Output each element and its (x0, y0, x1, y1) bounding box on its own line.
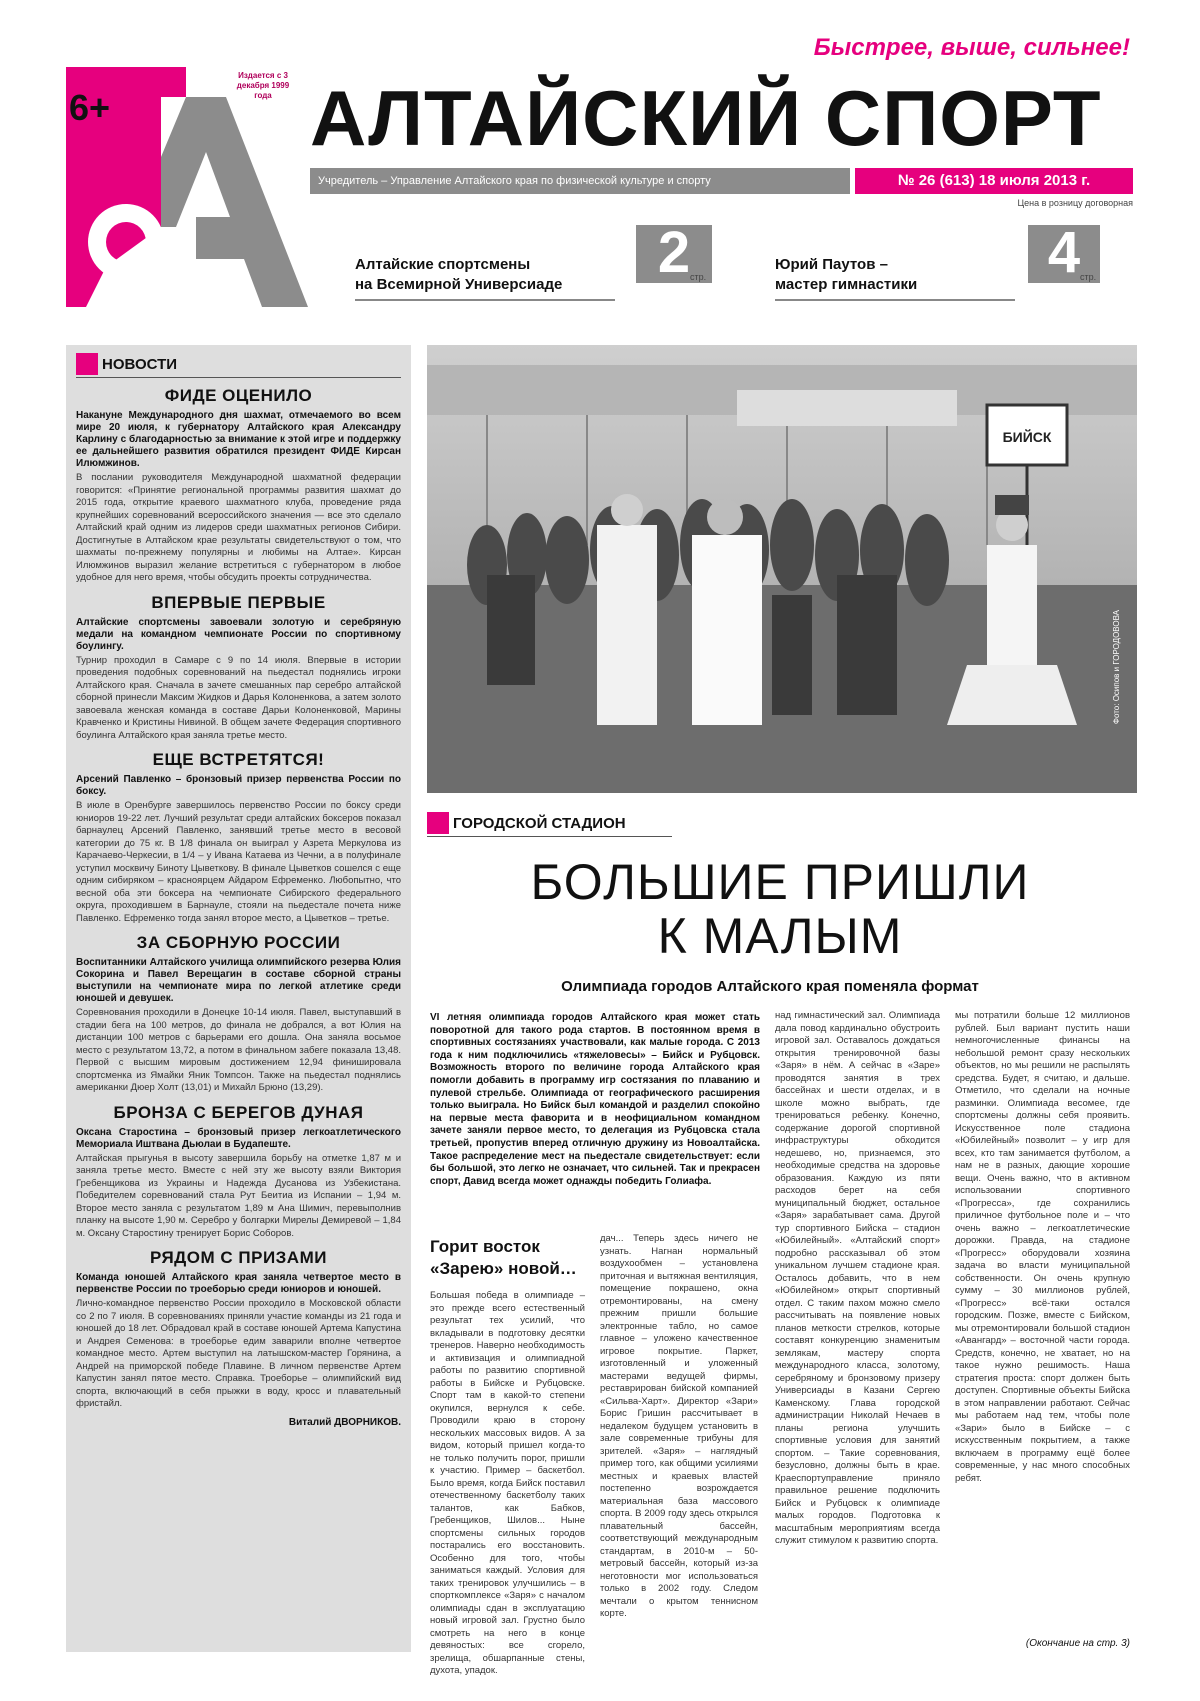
news-lead: Алтайские спортсмены завоевали золотую и серебряную медали на командном чемпионате России по спортивному боулингу. (76, 616, 401, 652)
age-rating: 6+ (69, 87, 111, 128)
news-headline: БРОНЗА С БЕРЕГОВ ДУНАЯ (113, 1102, 364, 1122)
teaser-2[interactable] (775, 255, 1015, 301)
rubric-square-icon (427, 812, 449, 834)
news-item (76, 933, 401, 1095)
rubric-rule (76, 377, 401, 378)
teaser-2-rule (775, 299, 1015, 301)
article-headline (460, 855, 1100, 963)
price-note: Цена в розницу договорная (1017, 198, 1133, 208)
news-headline: ЗА СБОРНУЮ РОССИИ (136, 933, 341, 952)
news-body: Лично-командное первенство России проходило в Московской области со 2 по 7 июля. В соревнованиях приняли участие команды из 21 года и юношей до 18 лет. Обрадовал край в составе юношей Артема Капустина и Андрея Семенова: в троеборье едим заварили вполне четвертое командное место. Артем выступил на латышском-мастер Горянина, а Андрей на приморской победе Плавине. В личном первенстве Артем Капустин занял пятое место. Справка. Троеборье – олимпийский вид спорта, включающий в себя прыжки в воду, кросс и плавательный фристайл. (76, 1298, 401, 1409)
article-subheadline: Олимпиада городов Алтайского края поменяла формат (561, 978, 979, 995)
teaser-2-page: 4 (1028, 225, 1100, 283)
article-subhead-text: Горит восток «Зарею» новой… (430, 1237, 577, 1278)
news-headline: ЕЩЕ ВСТРЕТЯТСЯ! (152, 750, 325, 769)
teaser-2-line1: Юрий Паутов – (775, 256, 888, 273)
teaser-2-page-word: стр. (1080, 272, 1097, 282)
news-lead: Воспитанники Алтайского училища олимпийского резерва Юлия Сокорина и Павел Верещагин в составе сборной страны выступили на чемпионате мира по легкой атлетике среди юношей и девушек. (76, 957, 401, 1004)
rubric-square-icon (76, 353, 98, 375)
article-column-1: Большая победа в олимпиаде – это прежде всего естественный результат тех усилий, что вкладывали в подготовку десятки тренеров. Наверно необходимость и активизация и олимпиадной работы по развитию спортивной работы в Бийске и Рубцовске. Спорт там в какой-то степени окупился, вернулся к себе. Проводили краю в сторону нескольких массовых видов. А за видом, который пришел когда-то не только получить порог, пришли к участию. Пример – баскетбол. Было время, когда Бийск поставил отечественному баскетболу таких талантов, как Бабков, Гребенщиков, Шилов... Ныне спортсмены сильных городов постарались его восстановить. Особенно для того, чтобы заниматься каждый. Условия для таких тренировок улучшились – в спорткомплексе «Заря» с началом олимпиады сдан в эксплуатацию новый игровой зал. Грустно было смотреть на него в конце девяностых: все сгорело, зрелища, обшарпанные стены, духота, упадок. (430, 1290, 585, 1676)
news-headline: ФИДЕ ОЦЕНИЛО (164, 386, 313, 405)
news-column (66, 345, 411, 1652)
news-body: В послании руководителя Международной шахматной федерации говорится: «Принятие региональной программы развития шахмат до 2015 года, открытие краевого шахматного клуба, проведение ряда крупнейших соревнований всероссийского значения — все это сделало Алтайский край одним из лидеров среди шахматных регионов Сибири. Достигнутые в Алтайском крае результаты свидетельствуют о том, что шахматы по-прежнему популярны и любимы на Алтае». Кирсан Илюмжинов выразил желание встретиться с губернатором в любое удобное для него время, чтобы обсудить проекты сотрудничества. (76, 472, 401, 583)
teaser-1-page: 2 (636, 225, 712, 283)
newspaper-title: АЛТАЙСКИЙ СПОРТ (310, 74, 1102, 162)
teaser-1-page-word: стр. (690, 272, 707, 282)
article-rubric (427, 812, 672, 837)
news-rubric (76, 353, 401, 375)
article-rubric-row (427, 812, 672, 834)
since-note: Издается с 3 декабря 1999 года (236, 71, 290, 100)
teaser-1-line2: на Всемирной Универсиаде (355, 276, 563, 293)
headline-line2: К МАЛЫМ (657, 908, 903, 964)
teaser-2-line2: мастер гимнастики (775, 276, 918, 293)
slogan: Быстрее, выше, сильнее! (813, 34, 1130, 61)
photo-credit: Фото: Осипов и ГОРОДОВОВА (1112, 610, 1121, 725)
parade-photo-illustration (427, 345, 1137, 793)
continuation-note[interactable]: (Окончание на стр. 3) (1025, 1638, 1130, 1649)
photo-banner-text: БИЙСК (1002, 429, 1052, 445)
news-headline: ВПЕРВЫЕ ПЕРВЫЕ (151, 592, 326, 612)
news-item (76, 1248, 401, 1411)
teaser-1-rule (355, 299, 615, 301)
headline-line1: БОЛЬШИЕ ПРИШЛИ (530, 854, 1030, 910)
article-lead: VI летняя олимпиада городов Алтайского края может стать поворотной для такого рода стартов. В постоянном время в спортивных состязаниях участвовали, как малые города. С 2013 года к ним подключились «тяжеловесы» – Бийск и Рубцовск. Возможность второго по величине города Алтайского края помогли добавить в программу игр состязания по плаванию и пулевой стрельбе. Олимпиада от географического расширения только выиграла. Но Бийск был командой и разделил спокойно на первые места фаворита и в неофициальном командном зачете заняли первое место, то делегация из Рубцовска стала третьей, пропустив вперед отличную дружину из Новоалтайска. Такое распределение мест на пьедестале свидетельствует: если бы большой, это легко не означает, что сильней. Так и прекрасен спорт, Давид всегда может однажды победить Голиафа. (430, 1012, 760, 1187)
news-body: В июле в Оренбурге завершилось первенство России по боксу среди юниоров 19-22 лет. Лучший результат среди алтайских боксеров показал барнаулец Арсений Павленко, занявший третье место в весовой категории до 75 кг. В 1/8 финала он выиграл у Азрета Меркулова из Карачаево-Черкесии, в 1/4 – у Ивана Катаева из Чечни, а в полуфинале уступил москвичу Биноту Цыветкову. В финале Цыветков сошелся с еще одним сибиряком – красноярцем Айдаром Ефременко. Любопытно, что весной оба эти боксера на чемпионате Сибирского федерального округа, проходившем в Барнауле, стояли на пьедестале почета ниже Павленко. Ефременко тогда занял второе место, а Цыветков – третье. (76, 800, 401, 924)
news-item (76, 386, 401, 585)
news-item (76, 1103, 401, 1241)
rubric-rule (427, 836, 672, 837)
article-column-3: над гимнастический зал. Олимпиада дала повод кардинально обустроить игровой зал. Оставалось дождаться открытия тренировочной базы «Заря» в нём. А сейчас в «Заре» проводятся занятия в трех бассейнах и шести отделах, и в школе можно выбрать, где тренироваться ребенку. Конечно, содержание дорогой спортивной инфраструктуры обходится недешево, но, признаемся, это необходимые средства на здоровье образования. Каждую из пяти расходов берет на себя муниципальный бюджет, остальное «Заря» зарабатывает сама. Другой тур спортивного Бийска – стадион «Юбилейный». «Алтайский спорт» подробно рассказывал об этом уникальном лучшем стадионе края. Осталось добавить, что в нем «Юбилейном» открыт спортивный отдел. С таким пахом можно смело рассчитывать на появление новых планов меткости стрелков, которые составят конкуренцию знаменитым землякам, мастеру спорта международного класса, золотому, серебряному и бронзовому призеру Универсиады в Казани Сергею Каменскому. Глава городской администрации Николай Нечаев в планы региона улучшить спортивные условия для занятий спортом. – Такие соревнования, безусловно, должны быть в крае. Краеспортуправление приняло правильное решение подключить Бийск и Рубцовск к олимпиаде малых городов. Подготовка к масштабным мероприятиям всегда служит стимулом к развитию спорта. (775, 1010, 940, 1546)
news-item (76, 593, 401, 743)
issue-number: № 26 (613) 18 июля 2013 г. (855, 168, 1133, 194)
news-body: Соревнования проходили в Донецке 10-14 июля. Павел, выступавший в стадии бега на 100 метров, до финала не добрался, а вот Юлия на дистанции 100 метров с барьерами его дошла. Она заняла восьмое место с результатом 13,72, а потом в финальном забеге показала 13,48. Первой с высшим мировым достижением 12,94 финишировала спортсменка из Ямайки Яник Томпсон. Также на пьедестал поднялись американки Дюер Холт (13,01) и Михайл Брюно (13,29). (76, 1007, 401, 1093)
news-byline: Виталий ДВОРНИКОВ. (288, 1416, 401, 1428)
teaser-1[interactable] (355, 255, 635, 301)
article-subhead (430, 1236, 580, 1280)
article-rubric-label: ГОРОДСКОЙ СТАДИОН (453, 814, 626, 832)
news-lead: Накануне Международного дня шахмат, отмечаемого во всем мире 20 июля, к губернатору Алтайского края Александру Карлину с благодарностью за внимание к этой игре и поддержку ее дальнейшего развития обратился президент ФИДЕ Кирсан Илюмжинов. (76, 410, 401, 469)
teaser-1-line1: Алтайские спортсмены (355, 256, 531, 273)
news-item (76, 750, 401, 925)
article-column-2: дач... Теперь здесь ничего не узнать. Нагнан нормальный воздухообмен – установлена приточная и вытяжная вентиляция, помещение покрашено, окна отремонтированы, на смену прежним пришли большие электронные табло, но самое главное – уложено качественное игровое покрытие. Паркет, изготовленный и уложенный мастерами ведущей фирмы, реставрирован бийской компанией «Сильва-Харт». Директор «Зари» Борис Гришин рассчитывает в недалеком будущем установить в зале современные трибуны для зрителей. «Заря» – наглядный пример того, как общими усилиями местных и краевых властей постепенно возрождается материальная база массового спорта. В 2009 году здесь открылся плавательный бассейн, соответствующий международным стандартам, в 2010-м – 50-метровый бассейн, который из-за неготовности мог использоваться только в 2002 году. Следом мечтали о крытом теннисном корте. (600, 1233, 758, 1619)
main-photo (427, 345, 1137, 793)
founder-bar: Учредитель – Управление Алтайского края по физической культуре и спорту (310, 168, 850, 194)
news-lead: Оксана Старостина – бронзовый призер легкоатлетического Мемориала Иштвана Дьюлаи в Будапеште. (76, 1126, 401, 1150)
news-lead: Арсений Павленко – бронзовый призер первенства России по боксу. (76, 774, 401, 797)
article-column-4: мы потратили больше 12 миллионов рублей. Был вариант пустить наши немногочисленные финансы на небольшой ремонт сразу нескольких объектов, но мы решили не распылять средства. Будет, я считаю, и дальше. Отметило, что сделали на ночные разминки. Олимпиада весомее, где спортсмены должны себя проявить. Искусственное поле стадиона «Юбилейный» позволит – у игр для всех, кто там занимается футболом, а нам не в разных, дающие хорошие вещи. Очень важно, что в активном использовании спортивного «Прогресса», где сохранились приличное футбольное поле и – что очень важно – легкоатлетические дорожки. Правда, на стадионе «Прогресс» оборудовали хозяина задача во власти муниципальной собственности. Он очень крупную сумму – 30 миллионов рублей, «Прогресс» всё-таки остался городским. Позже, вместе с Бийском, мы отремонтировали большой стадион «Авангард» – восточной части города. Средств, конечно, не хватает, но на такое нужно решимость. Наша стратегия проста: спорт должен быть доступен. Спортивные объекты Бийска в этом направлении работают. Сейчас мы работаем над тем, чтобы поле «Зари» было в Бийске – с искусственным покрытием, а также включаем в программу ещё более современные, у нас много способных ребят. (955, 1010, 1130, 1484)
news-headline: РЯДОМ С ПРИЗАМИ (150, 1248, 327, 1267)
news-rubric-label: НОВОСТИ (102, 355, 178, 373)
news-lead: Команда юношей Алтайского края заняла четвертое место в первенстве России по троеборью среди юниоров и юношей. (76, 1272, 401, 1295)
news-body: Турнир проходил в Самаре с 9 по 14 июля. Впервые в истории проведения подобных соревнований на пьедестал поднялись игроки Алтайского края. Сначала в зачете смешанных пар серебро алтайской сборной принесли Максим Жидков и Дарья Колоненкова, а затем золото завоевала женская команда в составе Дарьи Колоненковой, Марины Кравченко и Кристины Нивиной. В общем зачете Федерация спортивного боулинга Алтайского края заняла третье место. (76, 654, 401, 741)
news-body: Алтайская прыгунья в высоту завершила борьбу на отметке 1,87 м и заняла третье место. Вместе с ней эту же высоту взяли Виктория Гребенщикова из Украины и Надежда Дусанова из Узбекистана. Победителем соревнований стала Рут Беитиа из Испании – 1,94 м. Второе место заняла с результатом 1,89 м Ана Шимич, перевыполнив планку на высоте 1,90 м. Серебро у болгарки Мирелы Демиревой – 1,84 м. Оксану Старостину тренирует Борис Соборов. (76, 1152, 401, 1239)
